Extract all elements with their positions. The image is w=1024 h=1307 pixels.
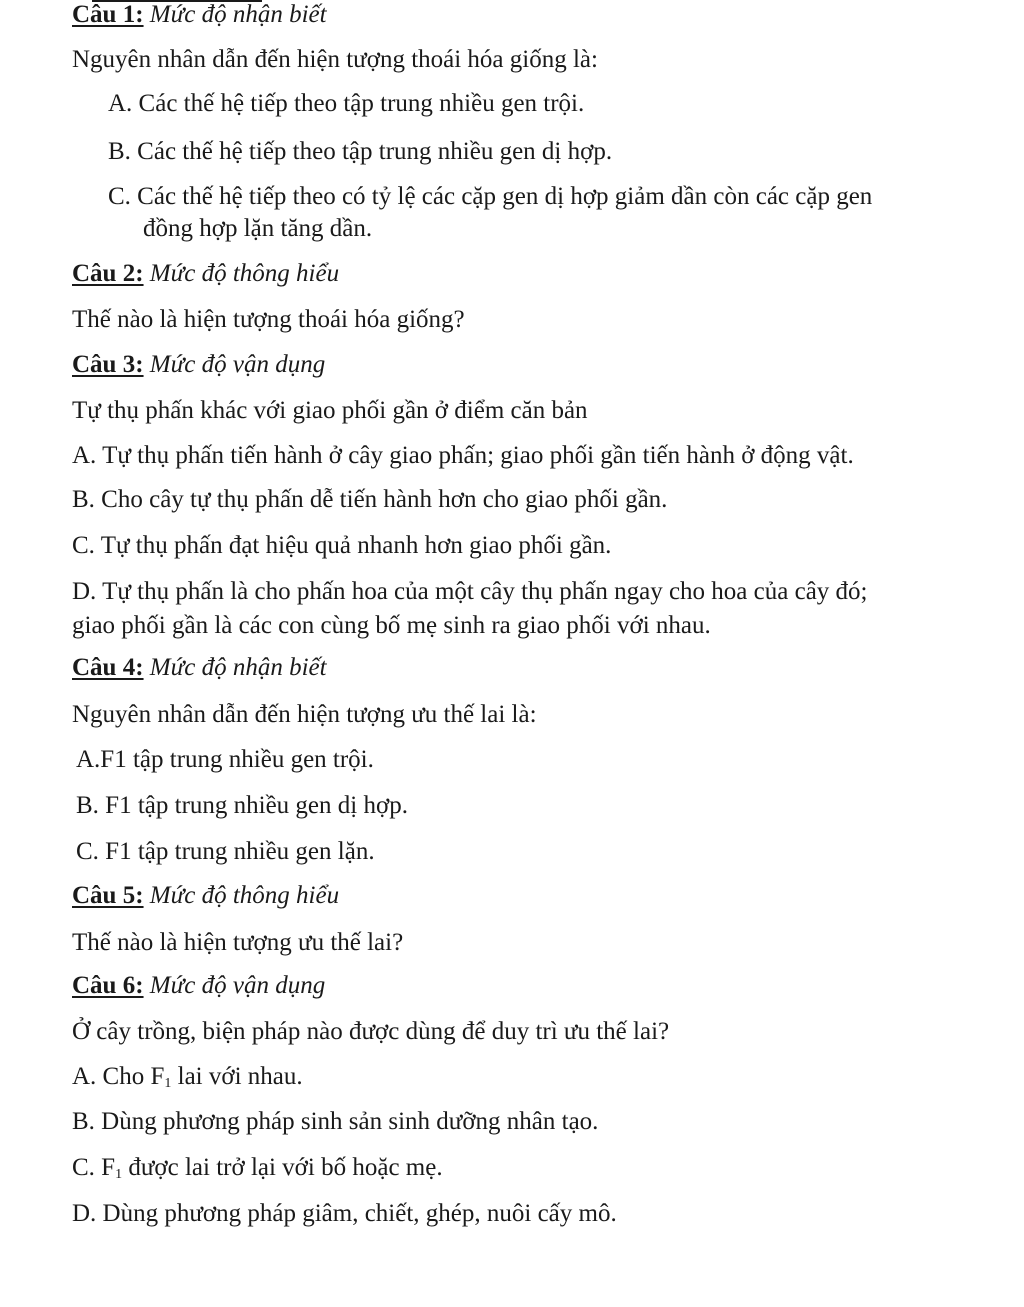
question-6-option-c xyxy=(72,1153,443,1190)
question-2-stem: Thế nào là hiện tượng thoái hóa giống? xyxy=(72,306,465,333)
question-1-option-c-continued: đồng hợp lặn tăng dần. xyxy=(143,215,373,242)
question-6-option-a-text: A. Cho F xyxy=(72,1063,165,1090)
question-3-option-c: C. Tự thụ phấn đạt hiệu quả nhanh hơn giao phối gần. xyxy=(72,532,612,559)
question-4-heading xyxy=(72,653,327,683)
question-6-option-c-text: C. F xyxy=(72,1154,116,1181)
question-3-option-d: D. Tự thụ phấn là cho phấn hoa của một cây thụ phấn ngay cho hoa của cây đó; xyxy=(72,578,868,605)
question-5-level: Mức độ thông hiểu xyxy=(149,882,340,909)
question-6-option-b: B. Dùng phương pháp sinh sản sinh dưỡng nhân tạo. xyxy=(72,1108,599,1135)
question-5-label: Câu 5: xyxy=(72,882,144,909)
question-6-option-a-subscript: 1 xyxy=(164,1076,172,1091)
question-6-label: Câu 6: xyxy=(72,972,144,999)
question-6-heading xyxy=(72,971,325,1001)
question-1-heading xyxy=(72,0,327,30)
question-3-option-d-continued: giao phối gần là các con cùng bố mẹ sinh ra giao phối với nhau. xyxy=(72,612,711,639)
question-4-stem: Nguyên nhân dẫn đến hiện tượng ưu thế lai là: xyxy=(72,701,537,728)
question-3-option-b: B. Cho cây tự thụ phấn dễ tiến hành hơn cho giao phối gần. xyxy=(72,486,668,513)
question-3-option-a: A. Tự thụ phấn tiến hành ở cây giao phấn; giao phối gần tiến hành ở động vật. xyxy=(72,442,854,469)
question-1-option-b: B. Các thế hệ tiếp theo tập trung nhiều gen dị hợp. xyxy=(108,138,613,165)
question-1-option-c: C. Các thế hệ tiếp theo có tỷ lệ các cặp gen dị hợp giảm dần còn các cặp gen xyxy=(108,183,873,210)
question-3-level: Mức độ vận dụng xyxy=(149,351,326,378)
question-1-stem: Nguyên nhân dẫn đến hiện tượng thoái hóa giống là: xyxy=(72,46,598,73)
question-2-heading xyxy=(72,259,339,289)
question-6-option-c-subscript: 1 xyxy=(115,1167,123,1182)
question-2-level: Mức độ thông hiểu xyxy=(149,260,340,287)
question-4-option-a: A.F1 tập trung nhiều gen trội. xyxy=(76,746,374,773)
question-6-option-d: D. Dùng phương pháp giâm, chiết, ghép, nuôi cấy mô. xyxy=(72,1200,617,1227)
question-6-level: Mức độ vận dụng xyxy=(149,972,326,999)
question-6-stem: Ở cây trồng, biện pháp nào được dùng để duy trì ưu thế lai? xyxy=(72,1018,670,1045)
question-4-option-b: B. F1 tập trung nhiều gen dị hợp. xyxy=(76,792,408,819)
question-1-option-a: A. Các thế hệ tiếp theo tập trung nhiều gen trội. xyxy=(108,90,585,117)
question-3-heading xyxy=(72,350,325,380)
question-1-label: Câu 1: xyxy=(72,1,144,28)
question-3-label: Câu 3: xyxy=(72,351,144,378)
question-6-option-c-text-rest: được lai trở lại với bố hoặc mẹ. xyxy=(122,1154,443,1181)
question-5-stem: Thế nào là hiện tượng ưu thế lai? xyxy=(72,929,404,956)
question-3-stem: Tự thụ phấn khác với giao phối gần ở điểm căn bản xyxy=(72,397,588,424)
question-6-option-a xyxy=(72,1062,303,1099)
question-4-option-c: C. F1 tập trung nhiều gen lặn. xyxy=(76,838,375,865)
question-1-level: Mức độ nhận biết xyxy=(149,1,327,28)
question-6-option-a-text-rest: lai với nhau. xyxy=(171,1063,303,1090)
question-2-label: Câu 2: xyxy=(72,260,144,287)
question-4-level: Mức độ nhận biết xyxy=(149,654,327,681)
question-4-label: Câu 4: xyxy=(72,654,144,681)
question-5-heading xyxy=(72,881,339,911)
